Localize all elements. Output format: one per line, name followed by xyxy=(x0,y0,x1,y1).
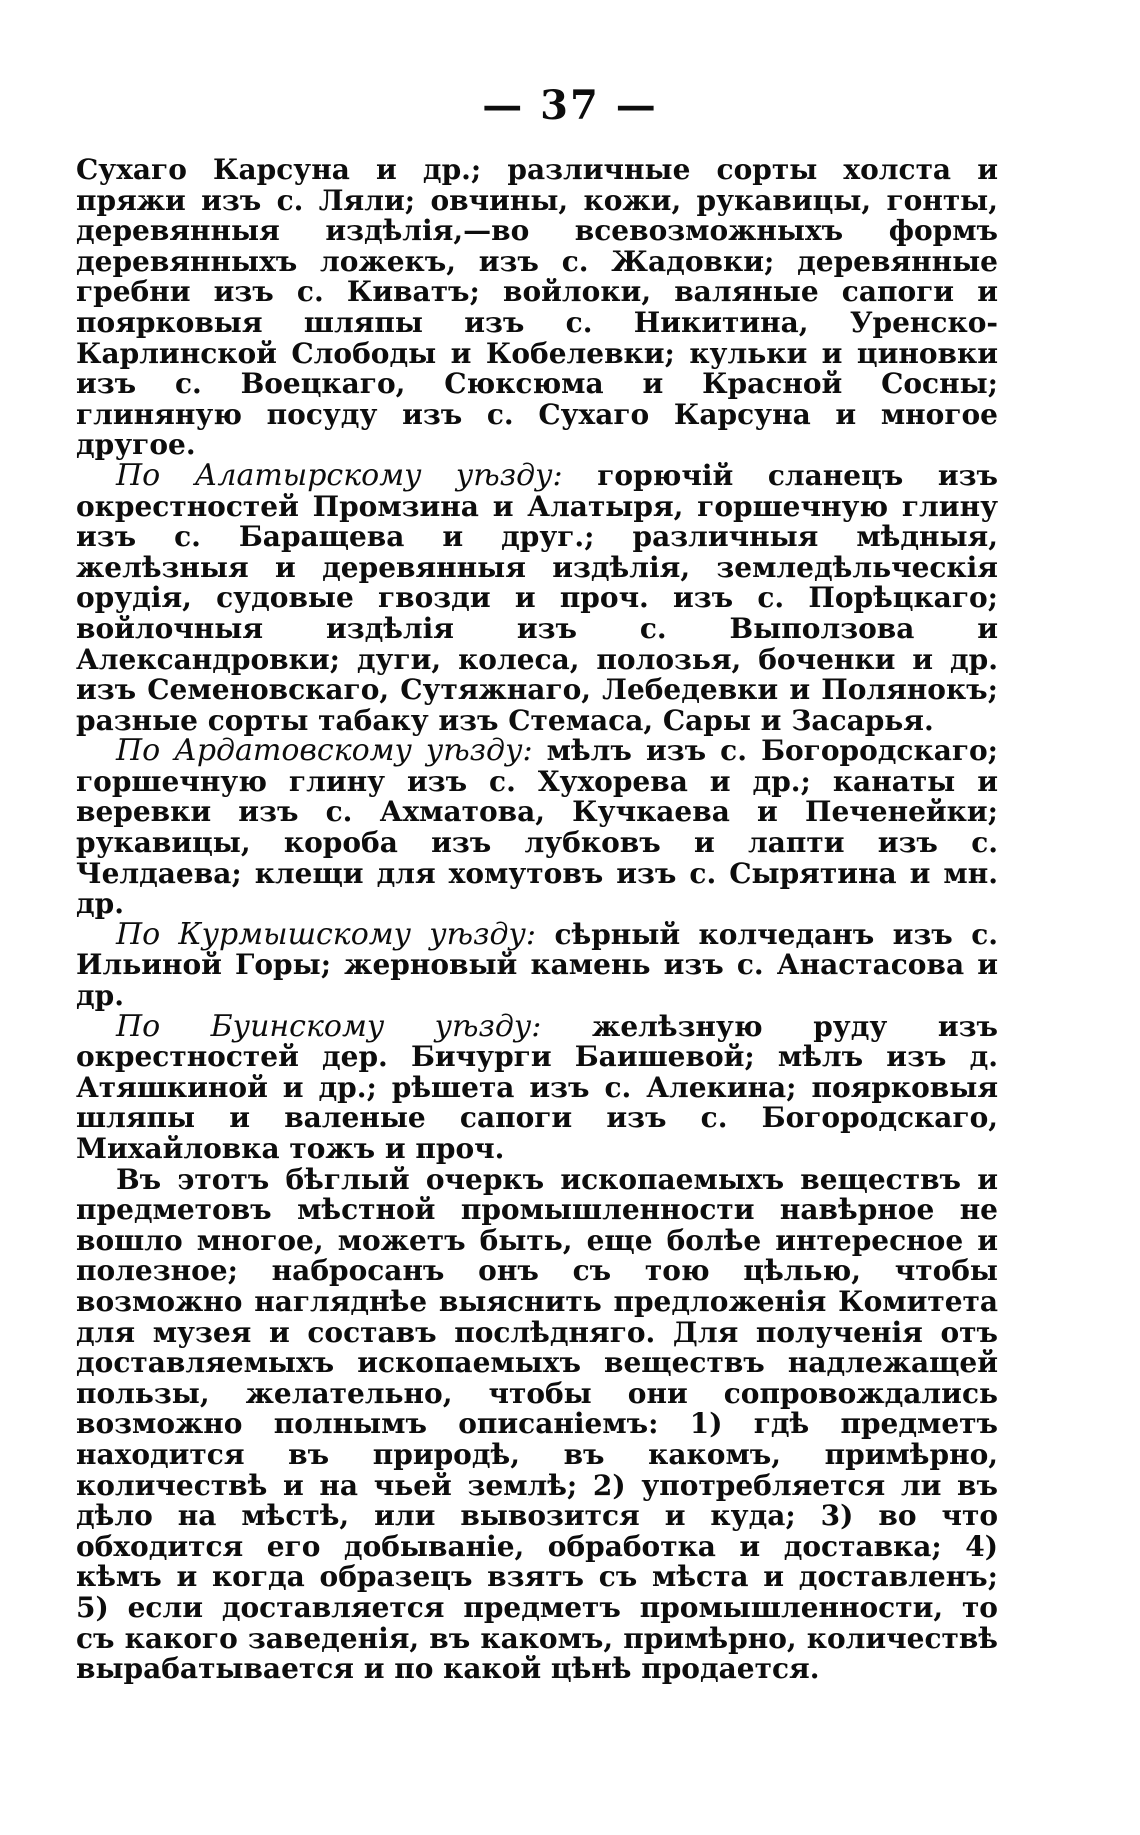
paragraph-text: сѣрный колчеданъ изъ с. Ильиной Горы; жерновый камень изъ с. Анастасова и др. xyxy=(76,917,999,1013)
page-number: — 37 — xyxy=(482,82,658,129)
paragraph-ardatov-district xyxy=(76,733,998,921)
paragraph-conclusion xyxy=(76,1162,998,1686)
paragraph-text: мѣлъ изъ с. Богородскаго; горшечную глину изъ с. Хухорева и др.; канаты и веревки изъ с. Ахматова, Кучкаева и Печенейки; рукавицы, короба изъ лубковъ и лапти изъ с. Челдаева; клещи для хомутовъ изъ с. Сырятина и мн. др. xyxy=(76,734,998,921)
paragraph-text: горючій сланецъ изъ окрестностей Промзина и Алатыря, горшечную глину изъ с. Баращева и друг.; различныя мѣдныя, желѣзныя и деревянныя издѣлія, земледѣльческія орудія, судовые гвозди и проч. изъ с. Порѣцкаго; войлочныя издѣлія изъ с. Выползова и Александровки; дуги, колеса, полозья, боченки и др. изъ Семеновскаго, Сутяжнаго, Лебедевки и Полянокъ; разные сорты табаку изъ Стемаса, Сары и Засарья. xyxy=(76,458,998,737)
paragraph-alatyr-district xyxy=(76,457,998,737)
paragraph-text: Въ этотъ бѣглый очеркъ ископаемыхъ веществъ и предметовъ мѣстной промышленности навѣрное не вошло многое, можетъ быть, еще болѣе интересное и полезное; набросанъ онъ съ тою цѣлью, чтобы возможно нагляднѣе выяснить предложенія Комитета для музея и составъ послѣдняго. Для полученія отъ доставляемыхъ ископаемыхъ веществъ надлежащей пользы, желательно, чтобы они сопровождались возможно полнымъ описаніемъ: 1) гдѣ предметъ находится въ природѣ, въ какомъ, примѣрно, количествѣ и на чьей землѣ; 2) употребляется ли въ дѣло на мѣстѣ, или вывозится и куда; 3) во что обходится его добываніе, обработка и доставка; 4) кѣмъ и когда образецъ взятъ съ мѣста и доставленъ; 5) если доставляется предметъ промышленности, то съ какого заведенія, въ какомъ, примѣрно, количествѣ вырабатывается и по какой цѣнѣ продается. xyxy=(76,1162,998,1686)
page-text xyxy=(76,155,998,1685)
district-heading: По Ардатовскому уѣзду: xyxy=(116,733,533,769)
district-heading: По Курмышскому уѣзду: xyxy=(116,916,537,952)
paragraph-buinsk-district xyxy=(76,1008,999,1165)
paragraph-text: Сухаго Карсуна и др.; различные сорты холста и пряжи изъ с. Ляли; овчины, кожи, рукавицы, гонты, деревянныя издѣлія,—во всевозможныхъ формъ деревянныхъ ложекъ, изъ с. Жадовки; деревянные гребни изъ с. Киватъ; войлоки, валяные сапоги и поярковыя шляпы изъ с. Никитина, Уренско-Карлинской Слободы и Кобелевки; кульки и циновки изъ с. Воецкаго, Сюксюма и Красной Сосны; глиняную посуду изъ с. Сухаго Карсуна и многое другое. xyxy=(76,153,998,462)
paragraph-kurmysh-district xyxy=(76,916,999,1013)
paragraph-simbirsk-continued xyxy=(76,155,998,461)
paragraph-text: желѣзную руду изъ окрестностей дер. Бичурги Баишевой; мѣлъ изъ д. Атяшкиной и др.; рѣшета изъ с. Алекина; поярковыя шляпы и валеные сапоги изъ с. Богородскаго, Михайловка тожъ и проч. xyxy=(76,1009,999,1165)
district-heading: По Буинскому уѣзду: xyxy=(116,1008,542,1044)
district-heading: По Алатырскому уѣзду: xyxy=(116,457,563,493)
